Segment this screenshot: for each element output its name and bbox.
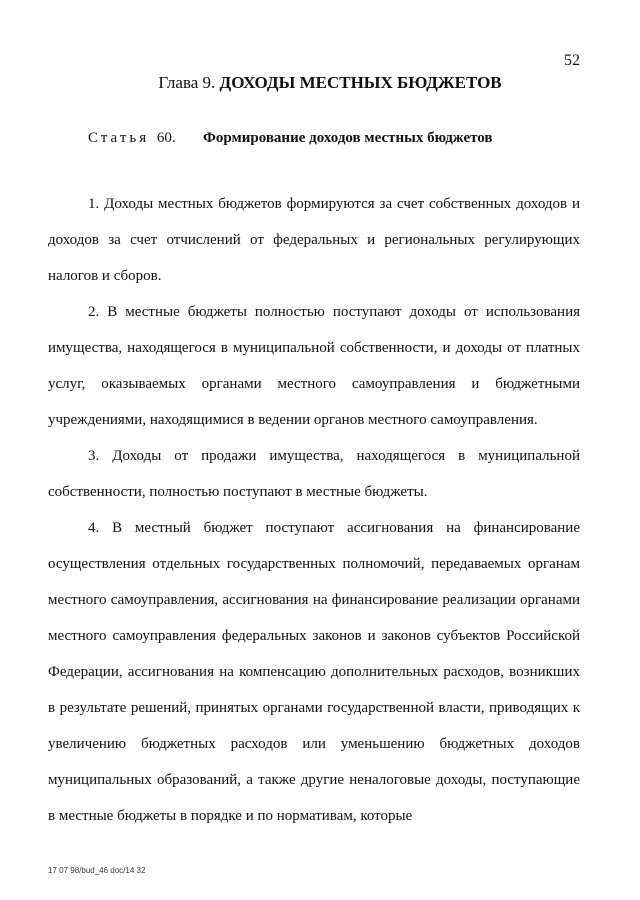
paragraph-1: 1. Доходы местных бюджетов формируются за счет собственных доходов и доходов за счет отчислений от федеральных и региональных регулирующих налогов и сборов. <box>48 196 580 284</box>
article-heading <box>88 130 493 147</box>
paragraph-4: 4. В местный бюджет поступают ассигнования на финансирование осуществления отдельных государственных полномочий, передаваемых органам местного самоуправления, ассигнования на финансирование реализации органами местного самоуправления федеральных законов и законов субъектов Российской Федерации, ассигнования на компенсацию дополнительных расходов, возникших в результате решений, принятых органами государственной власти, приводящих к увеличению бюджетных расходов или уменьшению бюджетных доходов муниципальных образований, а также другие неналоговые доходы, поступающие в местные бюджеты в порядке и по нормативам, которые <box>48 520 580 824</box>
article-body <box>48 186 580 834</box>
paragraph-2: 2. В местные бюджеты полностью поступают доходы от использования имущества, находящегося в муниципальной собственности, и доходы от платных услуг, оказываемых органами местного самоуправления и бюджетными учреждениями, находящимися в ведении органов местного самоуправления. <box>48 304 580 428</box>
article-label: Статья <box>88 130 150 146</box>
chapter-label: Глава 9. <box>158 73 216 92</box>
page-number: 52 <box>564 52 580 69</box>
article-title: Формирование доходов местных бюджетов <box>203 130 493 146</box>
paragraph-3: 3. Доходы от продажи имущества, находящегося в муниципальной собственности, полностью поступают в местные бюджеты. <box>48 448 580 500</box>
chapter-title: ДОХОДЫ МЕСТНЫХ БЮДЖЕТОВ <box>219 73 502 92</box>
chapter-heading <box>0 73 640 93</box>
article-number: 60. <box>156 130 176 146</box>
footer-file-code: 17 07 98/bud_46 doc/14 32 <box>48 866 146 875</box>
